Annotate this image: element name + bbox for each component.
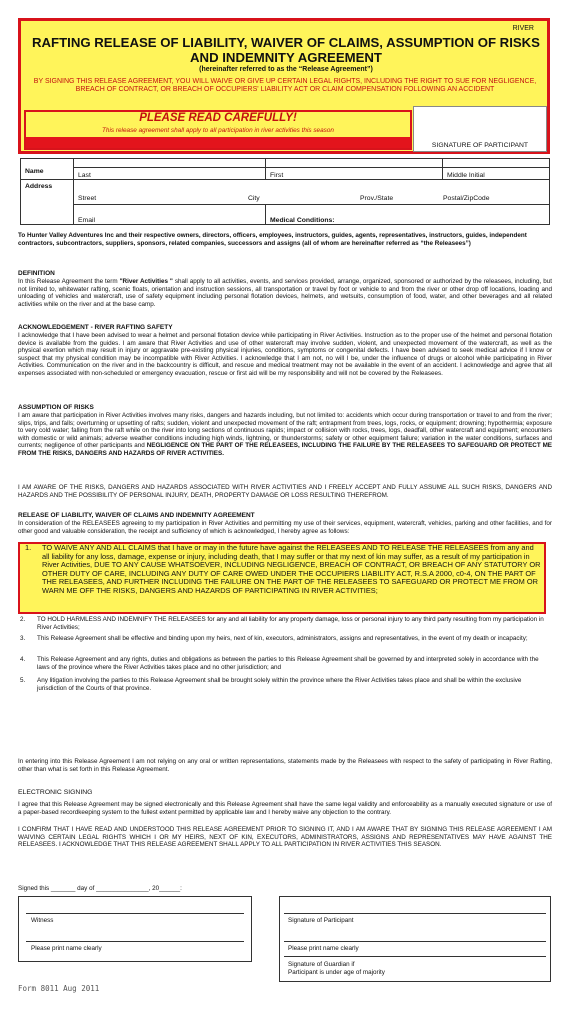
release-item-1: 1. TO WAIVE ANY AND ALL CLAIMS that I have or may in the future have against the RELEASEES AND TO RELEASE THE RELEASEES from any and all liability for any loss, damage, expense or injury, including death, that I may suffer or that my next of kin may suffer, as a result of my participation in River Activities, DUE TO ANY CAUSE WHATSOEVER, INCLUDING NEGLIGENCE, BREACH OF CONTRACT, OR BREACH OF ANY STATUTORY OR OTHER DUTY OF CARE, INCLUDING ANY DUTY OF CARE OWED UNDER THE OCCUPIERS LIABILITY ACT, R.S.A 2000, c0-4, ON THE PART OF THE RELEASEES, AND FURTHER INCLUDING THE FAILURE ON THE PART OF THE RELEASEES TO SAFEGUARD OR PROTECT ME FROM OR WARN ME OFF THE RISKS, DANGERS AND HAZARDS OF PARTICIPATING IN RIVER ACTIVITIES; [25, 543, 541, 595]
acknowledgement-text: I acknowledge that I have been advised to wear a helmet and personal flotation device while participating in River Activities. Instruction as to the proper use of the helmet and personal flotation device is available from the guides. I am aware that River Activities and use of other watercraft may involve sudden, violent, and unexpected movement of the watercraft, as well as the physical exertion which may result in injury or aggravate pre-existing physical injuries, conditions, symptoms or congenital defects. I have been advised to seek medical advice if I know or suspect that my physical condition may be incompatible with River Activities. I acknowledge that I am not, no will I be, under the influence of drugs or alcohol while participating in River Activities. Communication on the river and in the backcountry is difficult, and rescue and medical treatment may not be available in the event of an accident. I acknowledge and agree that all expenses associated with non-scheduled or emergency evacuation, rescue or first aid will be my responsibility and will not be covered by the Releasees. [18, 332, 552, 377]
witness-print-line [26, 941, 244, 942]
participant-signature-label: SIGNATURE OF PARTICIPANT [431, 142, 529, 149]
witness-label: Witness [31, 917, 54, 924]
first-name-field[interactable] [266, 159, 443, 168]
release-item-5: 5. Any litigation involving the parties to this Release Agreement shall be brought solely within the province where the River Activities takes place and shall be within the exclusive jurisdiction of the Courts of that province. [20, 677, 522, 692]
participant-print-name-field[interactable] [284, 930, 546, 940]
electronic-signing-heading: ELECTRONIC SIGNING [18, 789, 93, 796]
last-name-field[interactable] [74, 159, 266, 168]
release-item-3: 3. This Release Agreement shall be effective and binding upon my heirs, next of kin, executors, administrators, assigns and representatives, in the event of my death or incapacity; [20, 635, 528, 642]
read-carefully-subtitle: This release agreement shall apply to all participation in river activities this season [102, 127, 334, 134]
release-text: In consideration of the RELEASEES agreeing to my participation in River Activities and permitting my use of their services, equipment, watercraft, vehicles, parking and other facilities, and for other good and valuable consideration, the receipt and sufficiency of which is acknowledged, I hereby agree as follows: [18, 520, 552, 535]
participant-print-name-label: Please print name clearly [288, 945, 359, 952]
name-label: Name [21, 168, 74, 180]
electronic-signing-text: I agree that this Release Agreement may be signed electronically and this Release Agreement shall have the same legal validity and enforceability as a manually executed signature or use of a paper-based recordkeeping system to the fullest extent permitted by applicable law and I hereby waive any objection to the contrary. [18, 801, 552, 816]
document-subtitle: (hereinafter referred to as the “Release Agreement”) [199, 66, 373, 73]
assumption-of-risks-heading: ASSUMPTION OF RISKS [18, 404, 94, 411]
form-number: Form 8011 Aug 2011 [18, 984, 100, 993]
releasees-intro: To Hunter Valley Adventures Inc and their respective owners, directors, officers, employees, instructors, guides, agents, representatives, instructors, guides, independent contractors, subcontractors, suppliers, sponsors, related companies, successors and assigns (all of whom are hereinafter referred as “the Releasees”) [18, 232, 527, 247]
middle-initial-field[interactable] [443, 159, 550, 168]
first-label: First [266, 168, 443, 180]
city-label: City [248, 195, 260, 202]
risk-awareness-statement: I AM AWARE OF THE RISKS, DANGERS AND HAZARDS ASSOCIATED WITH RIVER ACTIVITIES AND I FREELY ACCEPT AND FULLY ASSUME ALL SUCH RISKS, DANGERS AND HAZARDS AND THE POSSIBILITY OF PERSONAL INJURY, DEATH, PROPERTY DAMAGE OR LOSS RESULTING THEREFROM. [18, 484, 552, 499]
read-carefully-title: PLEASE READ CAREFULLY! [139, 112, 297, 124]
confirmation-statement: I CONFIRM THAT I HAVE READ AND UNDERSTOOD THIS RELEASE AGREEMENT PRIOR TO SIGNING IT, AND I AM AWARE THAT BY SIGNING THIS RELEASE AGREEMENT I AM WAIVING CERTAIN LEGAL RIGHTS WHICH I OR MY HEIRS, NEXT OF KIN, EXECUTORS, ADMINISTRATORS, ASSIGNS AND REPRESENTATIVES MAY HAVE AGAINST THE RELEASEES. I ACKNOWLEDGE THAT THIS RELEASE AGREEMENT SHALL APPLY TO ALL PARTICIPATION IN RIVER ACTIVITIES THIS SEASON. [18, 826, 552, 848]
participant-signature-bottom-field[interactable] [284, 902, 546, 912]
red-bar [26, 137, 410, 148]
assumption-of-risks-text: I am aware that participation in River Activities involves many risks, dangers and hazards including, but not limited to: accidents which occur during transportation or travel to and from the river; slips, trips, and falls; overturning or upsetting of rafts; sudden, violent and unexpected movement of the raft; entrapment from trees, logs, rocks, or equipment; drowning; hypothermia; exposure to very cold water; falling from the raft while on the river into long sections of continuous rapids; impact or collision with rocks, trees, logs, deadfall, other watercraft and equipment; encounters with domestic or wild animals; adverse weather conditions including high winds, lightning, or thunderstorms; safety or other equipment failure; variation in the water conditions, surfaces and currents; negligence of other participants and NEGLIGENCE ON THE PART OF THE RELEASEES, INCLUDING THE FAILURE BY THE RELEASEES TO SAFEGUARD OR PROTECT ME FROM THE RISKS, DANGERS AND HAZARDS OF RIVER ACTIVITIES. [18, 412, 553, 457]
signed-date-line[interactable]: Signed this _______ day of _______________, 20______: [18, 885, 182, 892]
river-tag: RIVER [512, 25, 534, 32]
legal-rights-warning: BY SIGNING THIS RELEASE AGREEMENT, YOU WILL WAIVE OR GIVE UP CERTAIN LEGAL RIGHTS, INCLUDING THE RIGHT TO SUE FOR NEGLIGENCE, BREACH OF CONTRACT, OR BREACH OF OCCUPIERS' LIABILITY ACT OR CLAIM COMPENSATION FOLLOWING AN ACCIDENT [33, 78, 537, 94]
release-heading: RELEASE OF LIABILITY, WAIVER OF CLAIMS AND INDEMNITY AGREEMENT [18, 512, 255, 519]
definition-text: In this Release Agreement the term "River Activities " shall apply to all activities, events, and services provided, arrange, organized, sponsored or authorized by the releasees, including, but not limited to, whitewater rafting, scenic floats, orientation and instruction sessions, all transportation or travel by foot or vehicle to and from the river or other drop off locations, loading and unloading of vehicles and watercraft, use of safety equipment including personal flotation devices, helmets, and wetsuits, consumption of food, water, and other beverages and all related activities while on the river and at the base camp. [18, 278, 552, 308]
guardian-line [284, 956, 546, 957]
participant-print-line [284, 941, 546, 942]
address-field[interactable] [74, 180, 550, 205]
participant-info-table [20, 158, 550, 225]
witness-print-name-field[interactable] [26, 930, 244, 940]
street-label: Street [78, 195, 97, 202]
guardian-signature-label: Signature of Guardian if [288, 961, 355, 968]
acknowledgement-heading: ACKNOWLEDGEMENT - RIVER RAFTING SAFETY [18, 324, 173, 331]
release-item-2: 2. TO HOLD HARMLESS AND INDEMNIFY THE RELEASEES for any and all liability for any property damage, loss or personal injury to any third party resulting from my participation in River Activities; [20, 616, 544, 631]
definition-heading: DEFINITION [18, 270, 55, 277]
email-field[interactable]: Email [74, 205, 266, 225]
middle-initial-label: Middle Initial [443, 168, 550, 180]
release-item-4: 4. This Release Agreement and any rights, duties and obligations as between the parties to this Release Agreement shall be governed by and interpreted solely in accordance with the laws of the province where the River Activities takes place and no other jurisdiction; and [20, 656, 539, 671]
no-representations-statement: In entering into this Release Agreement I am not relying on any oral or written representations, statements made by the Releasees with respect to the safety of participating in River Rafting, other than what is set forth in this Release Agreement. [18, 758, 552, 773]
prov-state-label: Prov./State [360, 195, 394, 202]
postal-zipcode-label: Postal/ZipCode [443, 195, 490, 202]
witness-print-name-label: Please print name clearly [31, 945, 102, 952]
guardian-age-note: Participant is under age of majority [288, 969, 385, 976]
last-label: Last [74, 168, 266, 180]
participant-signature-bottom-label: Signature of Participant [288, 917, 354, 924]
witness-line [26, 913, 244, 914]
witness-signature-field[interactable] [26, 903, 244, 913]
medical-conditions-field[interactable]: Medical Conditions: [266, 205, 550, 225]
address-label: Address [21, 180, 74, 225]
participant-line [284, 913, 546, 914]
document-title: RAFTING RELEASE OF LIABILITY, WAIVER OF CLAIMS, ASSUMPTION OF RISKS AND INDEMNITY AGREEMENT [32, 35, 540, 65]
